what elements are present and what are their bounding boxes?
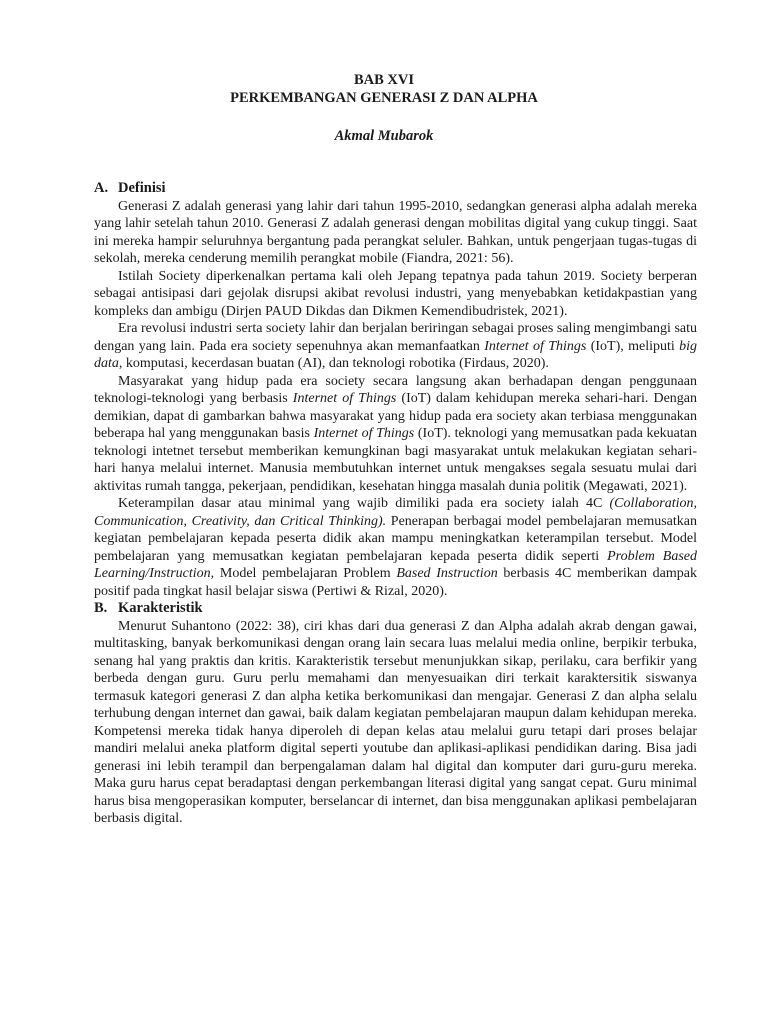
section-letter: B. [94,600,108,616]
document-body [94,180,697,828]
body-paragraph: Masyarakat yang hidup pada era society secara langsung akan berhadapan dengan penggunaan teknologi-teknologi yang berbasis Internet of Things (IoT) dalam kehidupan mereka sehari-hari. Dengan demikian, dapat di gambarkan bahwa masyarakat yang hidup pada era society akan terbiasa menggunakan beberapa hal yang menggunakan basis Internet of Things (IoT). teknologi yang memusatkan pada kekuatan teknologi intetnet tersebut memberikan kemungkinan bagi masyarakat untuk melakukan kegiatan sehari-hari hanya melalui internet. Manusia membutuhkan internet untuk mengakses segala sesuatu mulai dari aktivitas rumah tangga, pekerjaan, pendidikan, kesehatan hingga masalah dunia politik (Megawati, 2021). [94,373,697,494]
italic-term: (Collaboration, Communication, Creativity, dan Critical Thinking). [94,496,697,529]
italic-term: Internet of Things [313,426,415,441]
body-paragraph: Menurut Suhantono (2022: 38), ciri khas dari dua generasi Z dan Alpha adalah akrab dengan gawai, multitasking, banyak berkomunikasi dengan orang lain secara luas melalui media online, berpikir terbuka, senang hal yang praktis dan kritis. Karakteristik tersebut menunjukkan sikap, perilaku, cara berfikir yang berbeda dengan guru. Guru perlu memahami dan menyesuaikan diri terkait karaktersitik siswanya termasuk kategori generasi Z dan alpha ketika berkomunikasi dan mengajar. Generasi Z dan alpha selalu terhubung dengan internet dan gawai, baik dalam kegiatan pembelajaran maupun dalam kehidupan mereka. Kompetensi mereka tidak hanya diperoleh di depan kelas atau melalui guru tetapi dari proses belajar mandiri melalui aneka platform digital seperti youtube dan aplikasi-aplikasi pendidikan daring. Bisa jadi generasi ini lebih terampil dan berpengalaman dalam hal digital dan komputer dari guru-guru mereka. Maka guru harus cepat beradaptasi dengan perkembangan literasi digital yang sangat cepat. Guru minimal harus bisa mengoperasikan komputer, berselancar di internet, dan bisa menggunakan aplikasi pembelajaran berbasis digital. [94,618,697,826]
italic-term: big data [94,338,698,371]
author-name: Akmal Mubarok [334,128,434,144]
section-heading [94,600,697,618]
italic-term: Problem Based Learning/Instruction, [94,548,697,581]
chapter-title: PERKEMBANGAN GENERASI Z DAN ALPHA [230,90,538,106]
chapter-number: BAB XVI [353,72,415,88]
body-paragraph: Istilah Society diperkenalkan pertama kali oleh Jepang tepatnya pada tahun 2019. Society berperan sebagai antisipasi dari gejolak disrupsi akibat revolusi industri, yang menyebabkan ketidakpastian yang kompleks dan ambigu (Dirjen PAUD Dikdas dan Dikmen Kemendibudristek, 2021). [94,268,697,319]
section-heading [94,180,697,198]
body-paragraph: Era revolusi industri serta society lahir dan berjalan beriringan sebagai proses saling mengimbangi satu dengan yang lain. Pada era society sepenuhnya akan memanfaatkan Internet of Things (IoT), meliputi big data, komputasi, kecerdasan buatan (AI), dan teknologi robotika (Firdaus, 2020). [94,321,698,371]
italic-term: Based Instruction [396,566,498,581]
section-title: Definisi [118,180,166,196]
chapter-header [0,71,768,145]
italic-term: Internet of Things [292,391,397,406]
body-paragraph: Keterampilan dasar atau minimal yang wajib dimiliki pada era society ialah 4C (Collaboration, Communication, Creativity, dan Critical Thinking). Penerapan berbagai model pembelajaran memusatkan kegiatan pembelajaran kepada peserta didik akan mampu meningkatkan keterampilan tersebut. Model pembelajaran yang memusatkan kegiatan pembelajaran kepada peserta didik seperti Problem Based Learning/Instruction, Model pembelajaran Problem Based Instruction berbasis 4C memberikan dampak positif pada tingkat hasil belajar siswa (Pertiwi & Rizal, 2020). [94,496,697,599]
section-title: Karakteristik [118,600,203,616]
body-paragraph: Generasi Z adalah generasi yang lahir dari tahun 1995-2010, sedangkan generasi alpha adalah mereka yang lahir setelah tahun 2010. Generasi Z adalah generasi dengan mobilitas digital yang cukup tinggi. Saat ini mereka hampir seluruhnya bergantung pada perangkat seluler. Bahkan, untuk pengerjaan tugas-tugas di sekolah, mereka cenderung memilih perangkat mobile (Fiandra, 2021: 56). [94,198,697,266]
italic-term: Internet of Things [484,338,587,354]
section-letter: A. [94,180,109,196]
